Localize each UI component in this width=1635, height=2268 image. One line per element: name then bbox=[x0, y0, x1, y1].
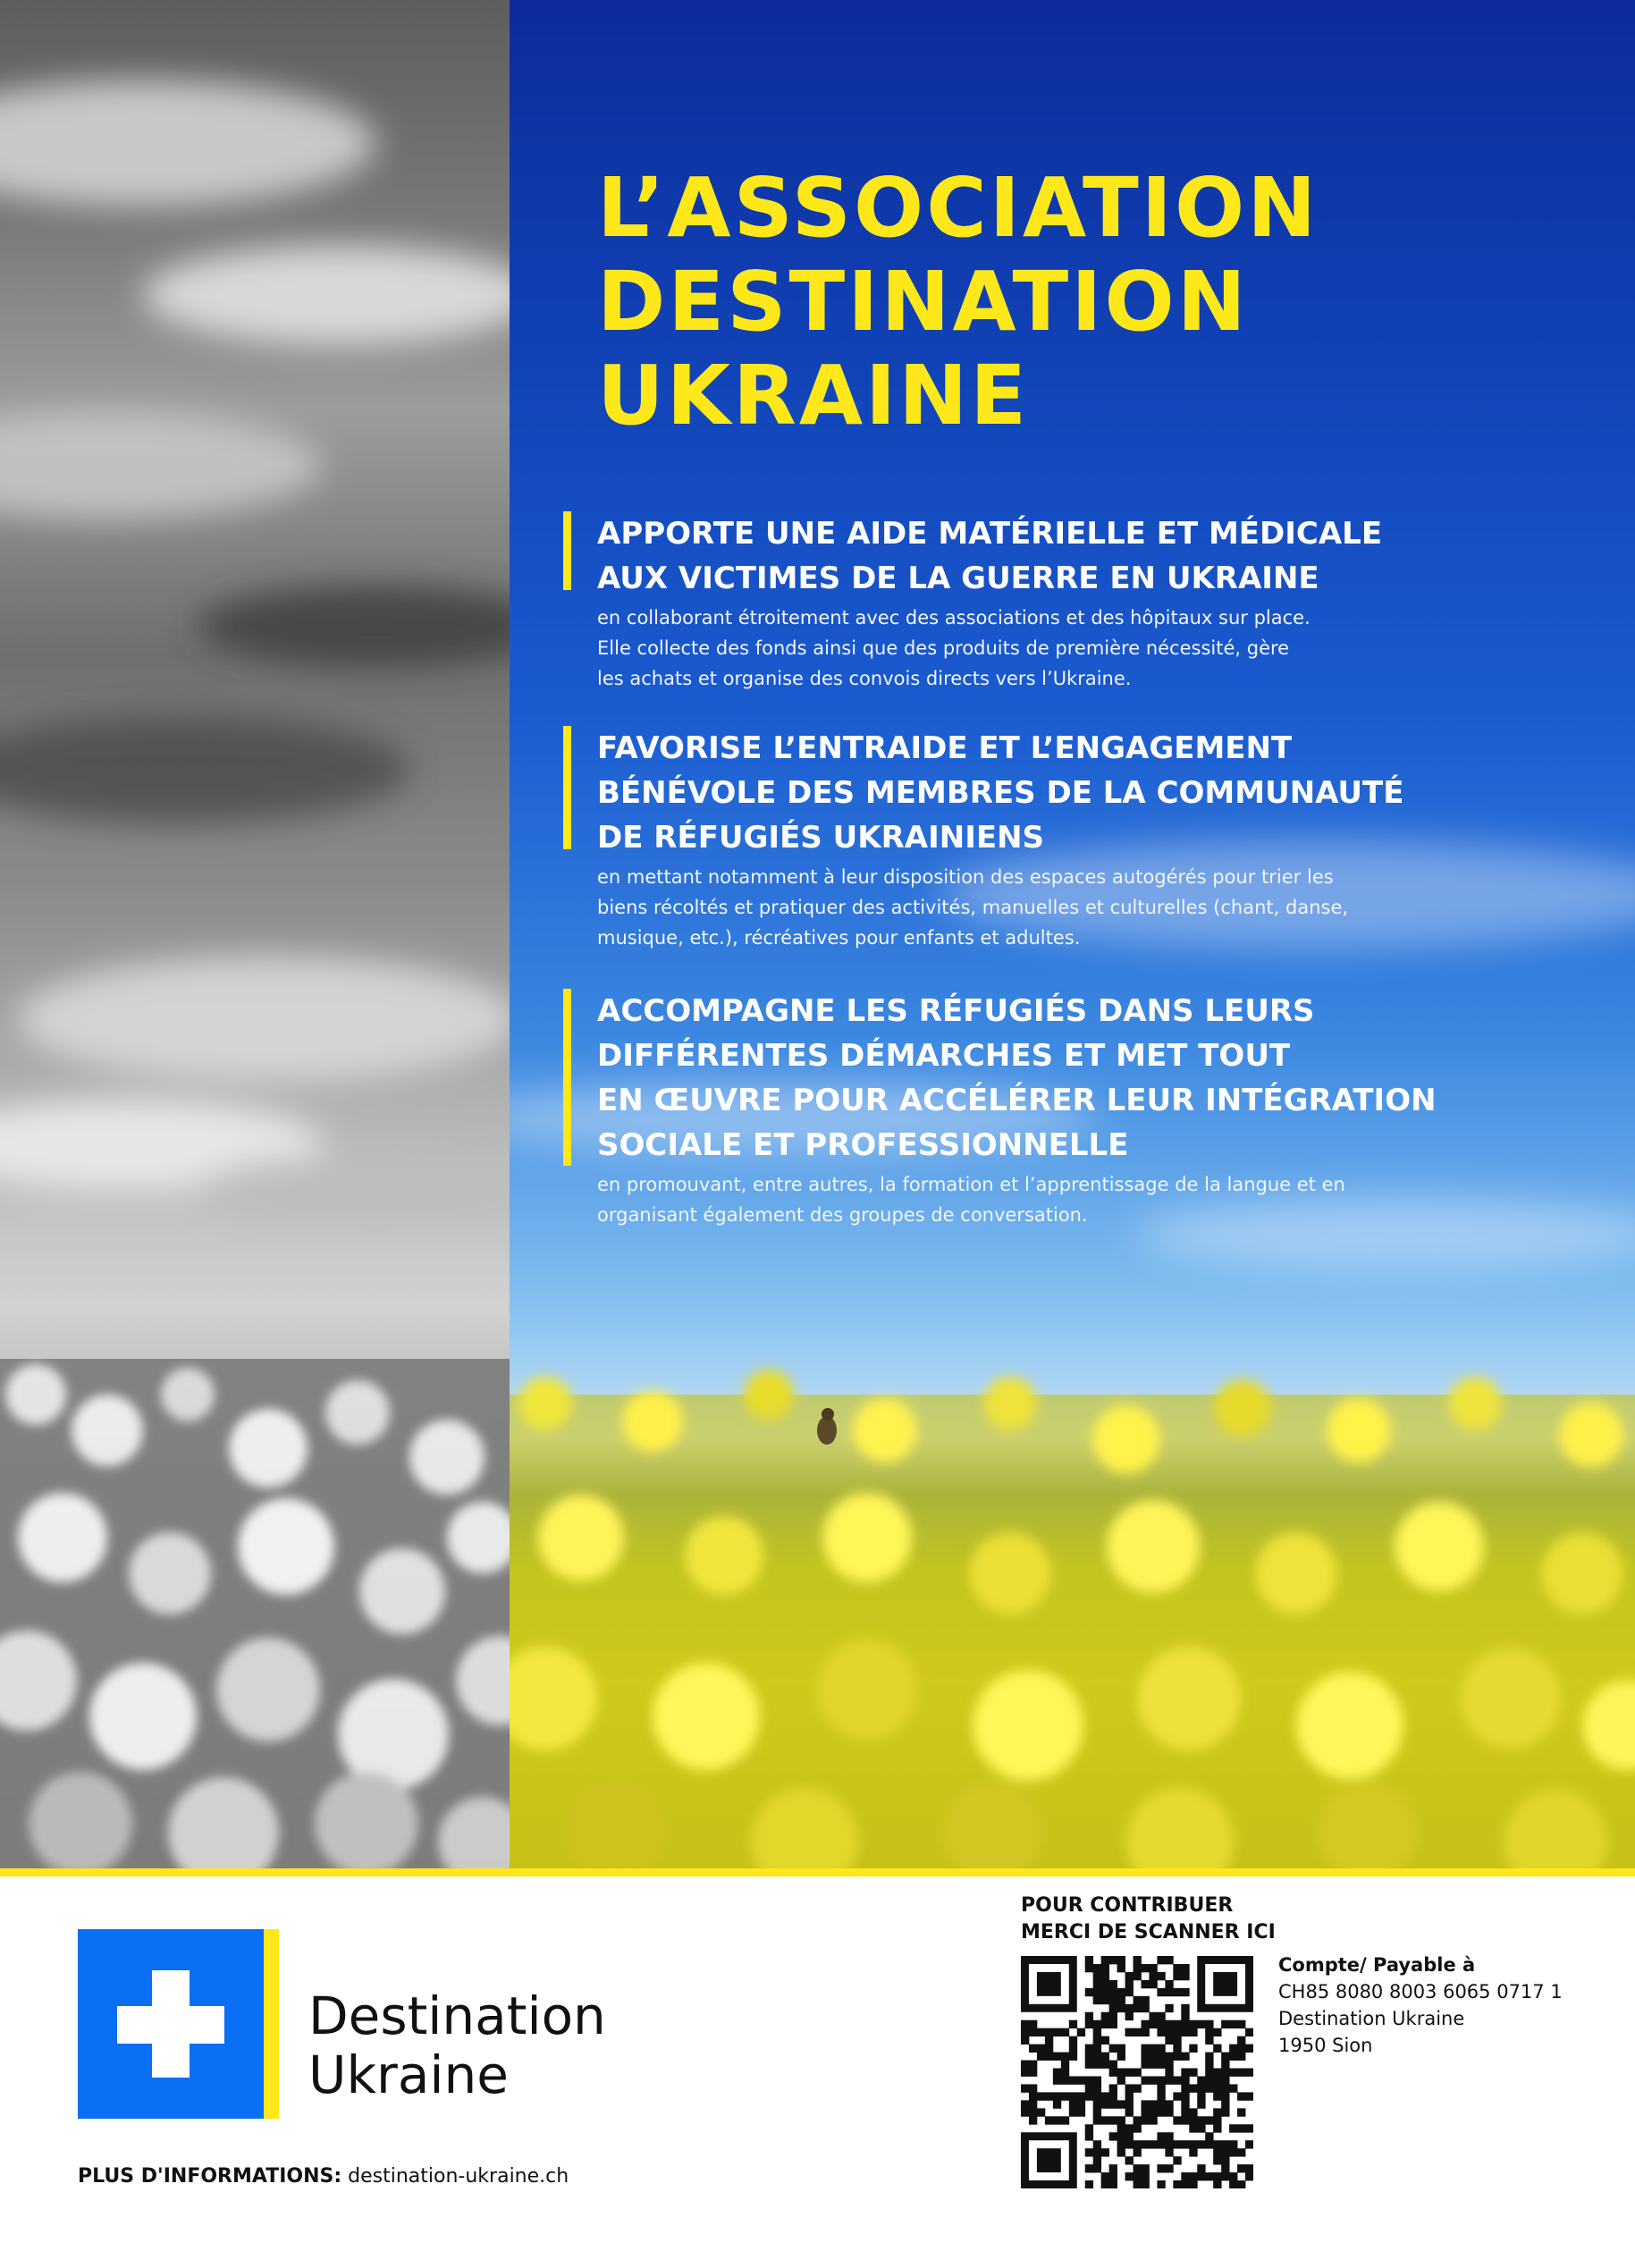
section-body-line: biens récoltés et pratiquer des activités, manuelles et culturelles (chant, danse, bbox=[597, 897, 1349, 918]
contribute-instructions bbox=[1021, 1893, 1276, 1946]
section-body-line: en mettant notamment à leur disposition des espaces autogérés pour trier les bbox=[597, 866, 1334, 888]
section-body bbox=[597, 603, 1457, 694]
section-heading-line: EN ŒUVRE POUR ACCÉLÉRER LEUR INTÉGRATION bbox=[597, 1083, 1437, 1118]
title-line: UKRAINE bbox=[597, 348, 1030, 443]
section-body-line: organisant également des groupes de conversation. bbox=[597, 1204, 1088, 1226]
section-integration bbox=[563, 989, 1457, 1230]
logo-yellow-stripe bbox=[264, 1929, 279, 2119]
section-heading-line: FAVORISE L’ENTRAIDE ET L’ENGAGEMENT bbox=[597, 730, 1293, 766]
contribute-line: MERCI DE SCANNER ICI bbox=[1021, 1921, 1276, 1943]
account-iban: CH85 8080 8003 6065 0717 1 bbox=[1278, 1981, 1563, 2002]
brand-line: Ukraine bbox=[308, 2045, 509, 2105]
account-title: Compte/ Payable à bbox=[1278, 1954, 1476, 1976]
section-heading-line: DE RÉFUGIÉS UKRAINIENS bbox=[597, 820, 1045, 856]
section-content bbox=[597, 726, 1457, 953]
section-content bbox=[597, 511, 1457, 694]
title-line: DESTINATION bbox=[597, 254, 1249, 350]
section-heading-line: SOCIALE ET PROFESSIONNELLE bbox=[597, 1127, 1129, 1163]
section-heading-line: APPORTE UNE AIDE MATÉRIELLE ET MÉDICALE bbox=[597, 516, 1383, 552]
section-mutual-aid bbox=[563, 726, 1457, 953]
brand-line: Destination bbox=[308, 1986, 606, 2046]
section-heading-line: ACCOMPAGNE LES RÉFUGIÉS DANS LEURS bbox=[597, 993, 1315, 1029]
yellow-divider bbox=[0, 1868, 1635, 1876]
more-info bbox=[78, 2165, 569, 2188]
section-heading-line: DIFFÉRENTES DÉMARCHES ET MET TOUT bbox=[597, 1038, 1291, 1074]
more-info-label: PLUS D'INFORMATIONS: bbox=[78, 2165, 342, 2188]
brand-name bbox=[308, 1986, 606, 2104]
account-name: Destination Ukraine bbox=[1278, 2008, 1465, 2029]
section-heading bbox=[597, 726, 1457, 860]
account-details bbox=[1278, 1952, 1563, 2059]
grayscale-clouds-and-flowers bbox=[0, 0, 510, 1868]
section-heading-line: BÉNÉVOLE DES MEMBRES DE LA COMMUNAUTÉ bbox=[597, 775, 1404, 811]
section-body-line: en collaborant étroitement avec des associations et des hôpitaux sur place. bbox=[597, 607, 1311, 628]
contribute-line: POUR CONTRIBUER bbox=[1021, 1894, 1234, 1917]
section-body bbox=[597, 1169, 1457, 1230]
section-body-line: Elle collecte des fonds ainsi que des produits de première nécessité, gère bbox=[597, 637, 1290, 659]
website-link[interactable]: destination-ukraine.ch bbox=[348, 2165, 569, 2188]
section-accent-bar bbox=[563, 511, 571, 590]
section-heading bbox=[597, 511, 1457, 601]
page-title bbox=[597, 161, 1319, 443]
qr-code-icon[interactable] bbox=[1021, 1956, 1253, 2188]
section-content bbox=[597, 989, 1457, 1230]
section-accent-bar bbox=[563, 726, 571, 849]
title-line: L’ASSOCIATION bbox=[597, 160, 1319, 256]
section-heading-line: AUX VICTIMES DE LA GUERRE EN UKRAINE bbox=[597, 561, 1319, 596]
logo-cross-horizontal bbox=[117, 2006, 224, 2044]
section-body-line: musique, etc.), récréatives pour enfants et adultes. bbox=[597, 927, 1081, 949]
section-accent-bar bbox=[563, 989, 571, 1166]
section-heading bbox=[597, 989, 1457, 1168]
section-body-line: les achats et organise des convois directs vers l’Ukraine. bbox=[597, 668, 1132, 689]
account-address: 1950 Sion bbox=[1278, 2035, 1373, 2056]
section-body-line: en promouvant, entre autres, la formation et l’apprentissage de la langue et en bbox=[597, 1174, 1345, 1195]
white-cross-on-blue-square-icon bbox=[78, 1929, 279, 2119]
section-material-aid bbox=[563, 511, 1457, 694]
section-body bbox=[597, 862, 1457, 953]
